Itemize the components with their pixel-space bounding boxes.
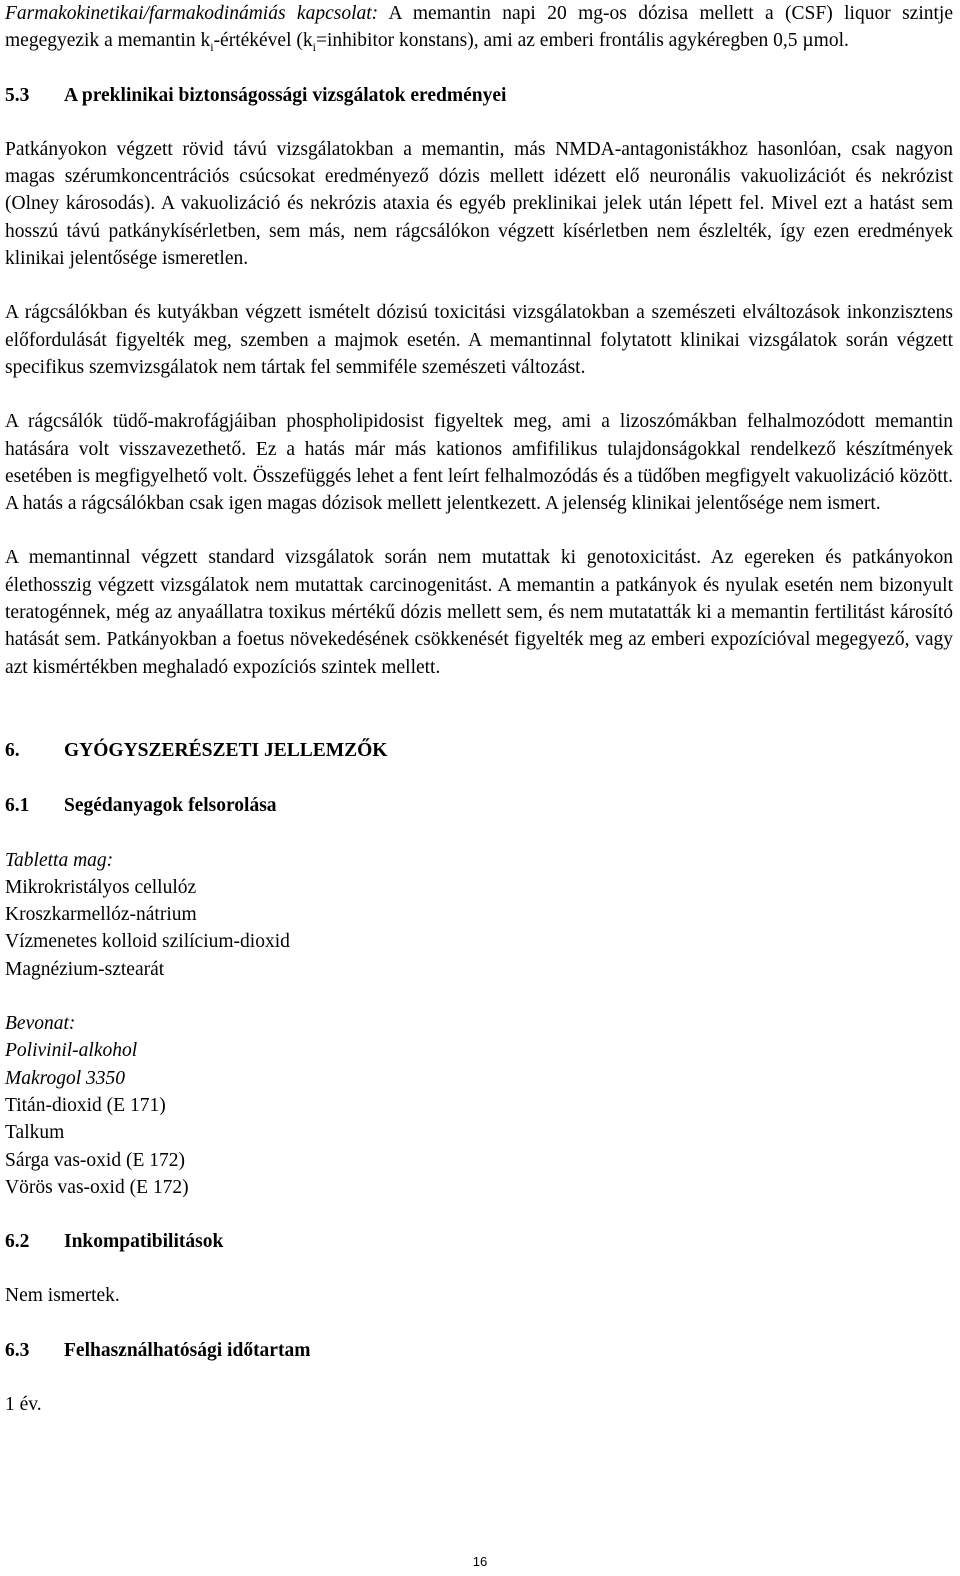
section-5-3-paragraph-1: Patkányokon végzett rövid távú vizsgálatokban a memantin, más NMDA-antagonistákhoz hasonlóan, csak nagyon magas szérumkoncentrációs csúcsokat eredményező dózis mellett idézett elő neuronális vakuolizációt és nekrózist (Olney károsodás). A vakuolizáció és nekrózis ataxia és egyéb preklinikai jelek után lépett fel. Mivel ezt a hatást sem hosszú távú patkánykísérletben, sem más, nem rágcsálókon végzett kísérletben nem észlelték, így ezen eredmények klinikai jelentősége ismeretlen. (5, 138, 953, 270)
list-item: Talkum (5, 1122, 65, 1144)
document-page (5, 0, 953, 1418)
section-6-1-heading: 6.1 Segédanyagok felsorolása (5, 795, 277, 817)
tablet-core-list (5, 847, 953, 983)
tablet-core-label: Tabletta mag: (5, 849, 114, 871)
page-number: 16 (472, 1554, 488, 1569)
section-6-3-heading: 6.3 Felhasználhatósági időtartam (5, 1339, 311, 1361)
list-item: Magnézium-sztearát (5, 958, 165, 980)
section-5-3-paragraph-3: A rágcsálók tüdő-makrofágjáiban phospholipidosist figyeltek meg, ami a lizoszómákban felhalmozódott memantin hatására volt visszavezethető. Ez a hatás már más kationos amfifilikus tulajdonságokkal rendelkező készítmények esetében is megfigyelhető volt. Összefüggés lehet a fent leírt felhalmozódás és a tüdőben megfigyelt vakuolizáció között. A hatás a rágcsálókban csak igen magas dózisok mellett jelentkezett. A jelenség klinikai jelentősége nem ismert. (5, 411, 953, 515)
list-item: Mikrokristályos cellulóz (5, 876, 197, 898)
section-6-2-heading: 6.2 Inkompatibilitások (5, 1231, 224, 1253)
list-item: Makrogol 3350 (5, 1067, 126, 1089)
section-5-3-paragraph-2: A rágcsálókban és kutyákban végzett ismételt dózisú toxicitási vizsgálatokban a szemészeti elváltozások inkonzisztens előfordulását figyelték meg, szemben a majmok esetén. A memantinnal folytatott klinikai vizsgálatok során végzett specifikus szemvizsgálatok nem tártak fel semmiféle szemészeti változást. (5, 302, 953, 378)
section-6-3-text: 1 év. (5, 1393, 42, 1415)
list-item: Vörös vas-oxid (E 172) (5, 1176, 189, 1198)
section-5-3-paragraph-4: A memantinnal végzett standard vizsgálatok során nem mutattak ki genotoxicitást. Az egereken és patkányokon élethosszig végzett vizsgálatok nem mutattak carcinogenitást. A memantin a patkányok és nyulak esetén nem bizonyult teratogénnek, még az anyaállatra toxikus mértékű dózis mellett sem, és nem mutatatták ki a memantin fertilitást károsító hatását sem. Patkányokban a foetus növekedésének csökkenését figyelték meg az emberi expozícióval megegyező, vagy azt kismértékben meghaladó expozíciós szintek mellett. (5, 547, 953, 678)
list-item: Kroszkarmellóz-nátrium (5, 904, 197, 926)
coating-list (5, 1010, 953, 1201)
list-item: Polivinil-alkohol (5, 1040, 138, 1062)
section-5-3-heading: 5.3 A preklinikai biztonságossági vizsgálatok eredményei (5, 84, 507, 106)
pk-pd-label: Farmakokinetikai/farmakodinámiás kapcsolat: (5, 3, 379, 24)
list-item: Sárga vas-oxid (E 172) (5, 1149, 185, 1171)
section-6-2-text: Nem ismertek. (5, 1285, 120, 1307)
coating-label: Bevonat: (5, 1013, 76, 1035)
section-6-heading: 6. GYÓGYSZERÉSZETI JELLEMZŐK (5, 739, 388, 761)
pk-pd-paragraph: Farmakokinetikai/farmakodinámiás kapcsolat: A memantin napi 20 mg-os dózisa mellett a (CSF) liquor szintje megegyezik a memantin $k_i$-értékével ($k_i=inhibitor$ konstans), ami az emberi frontális agykéregben 0,5 µmol. (5, 3, 953, 55)
list-item: Vízmenetes kolloid szilícium-dioxid (5, 931, 290, 953)
list-item: Titán-dioxid (E 171) (5, 1094, 166, 1116)
